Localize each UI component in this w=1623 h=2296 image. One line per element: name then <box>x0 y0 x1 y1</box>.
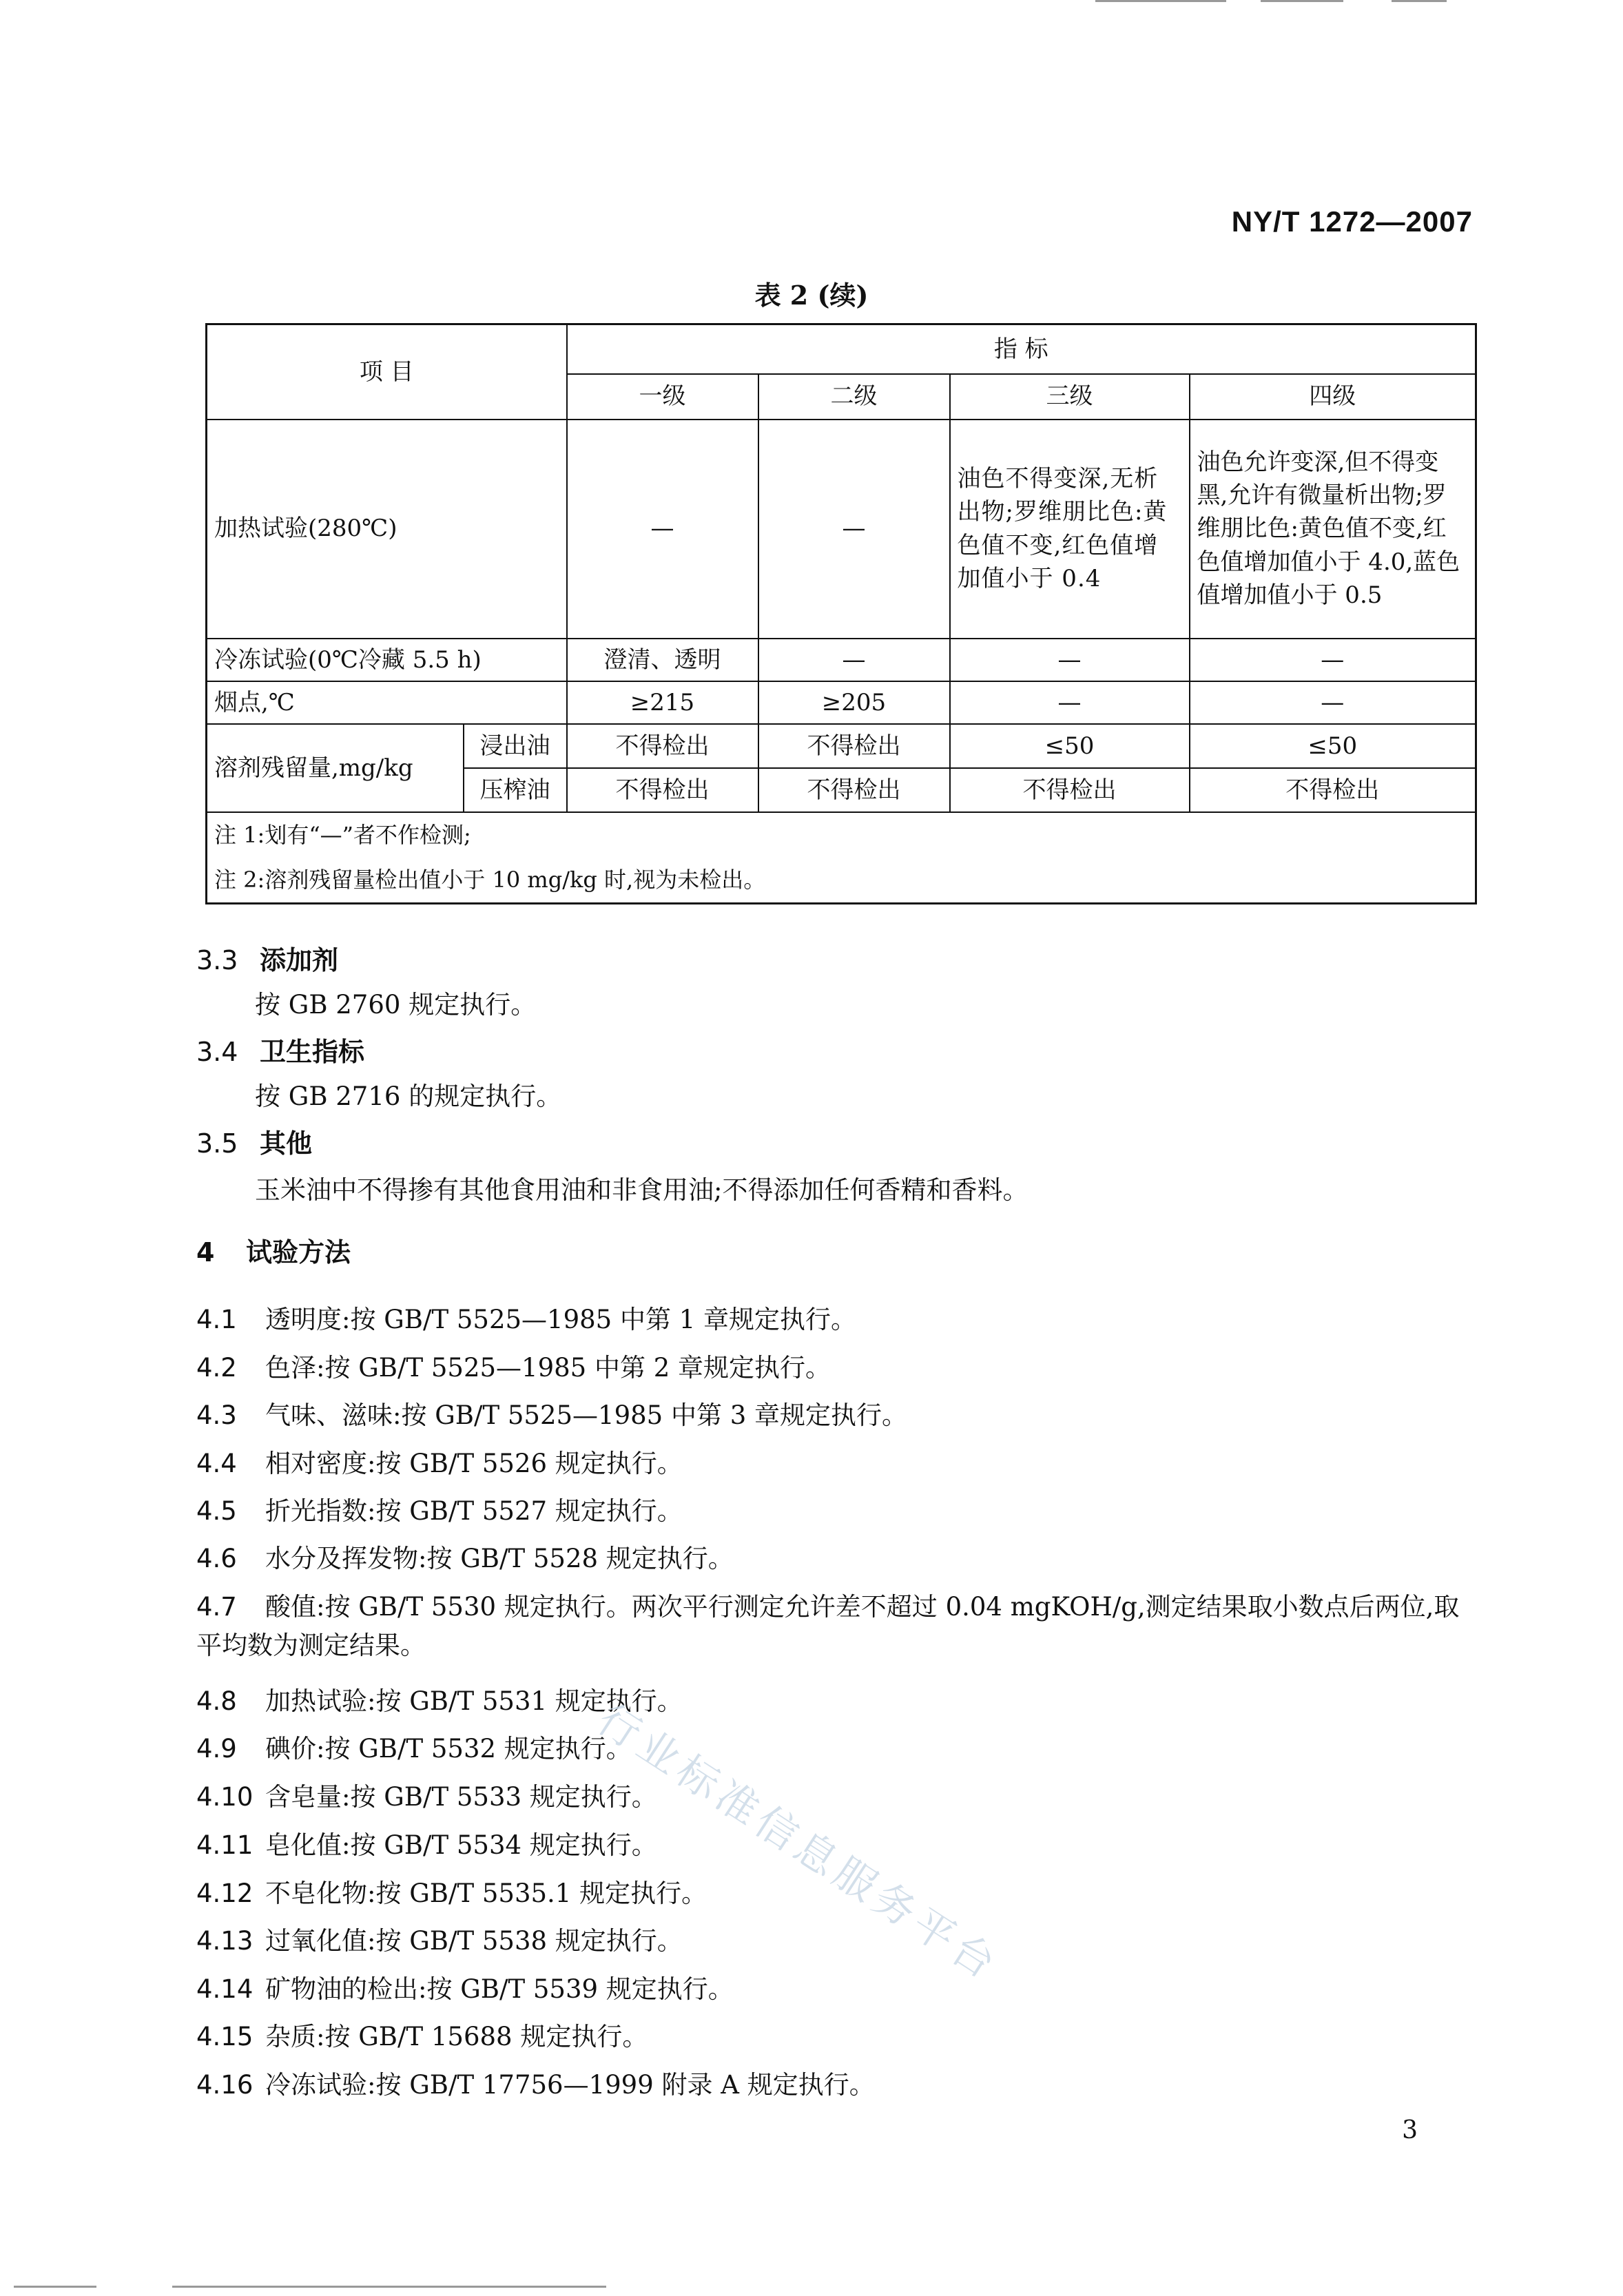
method-item <box>196 1301 1478 1339</box>
cell: — <box>758 420 950 639</box>
item-text: 气味、滋味:按 GB/T 5525—1985 中第 3 章规定执行。 <box>265 1400 908 1430</box>
section-number: 3.4 <box>196 1037 238 1067</box>
cell: 澄清、透明 <box>567 639 758 681</box>
section-title: 卫生指标 <box>260 1036 365 1067</box>
item-text: 矿物油的检出:按 GB/T 5539 规定执行。 <box>265 1974 734 2004</box>
spec-table <box>205 323 1477 904</box>
table-row <box>207 420 1476 639</box>
item-text: 冷冻试验:按 GB/T 17756—1999 附录 A 规定执行。 <box>265 2070 875 2100</box>
section-heading <box>196 1122 312 1160</box>
item-number: 4.15 <box>196 2022 254 2051</box>
method-item <box>196 1492 1478 1531</box>
cell: ≤50 <box>950 724 1190 768</box>
method-item <box>196 2018 1478 2056</box>
table-caption: 表 2 (续) <box>754 280 869 311</box>
row-item: 冷冻试验(0℃冷藏 5.5 h) <box>207 639 567 681</box>
chapter-number: 4 <box>196 1237 215 1268</box>
item-number: 4.16 <box>196 2070 254 2100</box>
item-number: 4.13 <box>196 1926 254 1956</box>
item-number: 4.12 <box>196 1879 254 1908</box>
item-number: 4.5 <box>196 1496 237 1526</box>
cell: ≥205 <box>758 681 950 724</box>
section-title: 其他 <box>260 1128 313 1159</box>
cell: ≥215 <box>567 681 758 724</box>
standard-code: NY/T 1272—2007 <box>1231 205 1473 238</box>
item-text: 皂化值:按 GB/T 5534 规定执行。 <box>265 1830 657 1860</box>
item-text: 不皂化物:按 GB/T 5535.1 规定执行。 <box>265 1879 707 1908</box>
scan-edge-rule <box>1095 0 1226 2</box>
scan-edge-rule <box>1261 0 1343 2</box>
table-row <box>207 681 1476 724</box>
item-number: 4.8 <box>196 1686 237 1716</box>
item-number: 4.4 <box>196 1449 237 1478</box>
col-item-header: 项 目 <box>207 324 567 420</box>
scan-edge-rule <box>1392 0 1447 2</box>
item-text: 色泽:按 GB/T 5525—1985 中第 2 章规定执行。 <box>265 1353 831 1383</box>
item-number: 4.3 <box>196 1400 237 1430</box>
method-item <box>196 1778 1478 1817</box>
table-note-row <box>207 812 1476 858</box>
item-text: 含皂量:按 GB/T 5533 规定执行。 <box>265 1782 657 1812</box>
cell: 油色允许变深,但不得变黑,允许有微量析出物;罗维朋比色:黄色值不变,红色值增加值小于 4.0,蓝色值增加值小于 0.5 <box>1190 420 1476 639</box>
chapter-title: 试验方法 <box>246 1237 351 1268</box>
method-item <box>196 1540 1478 1578</box>
table-header-row <box>207 324 1476 374</box>
sub-item: 压榨油 <box>464 768 567 812</box>
item-text: 相对密度:按 GB/T 5526 规定执行。 <box>265 1449 683 1478</box>
table-note: 注 2:溶剂残留量检出值小于 10 mg/kg 时,视为未检出。 <box>207 858 1476 903</box>
item-number: 4.10 <box>196 1782 254 1812</box>
method-item <box>196 1970 1478 2009</box>
method-item <box>196 1588 1478 1664</box>
cell: — <box>950 681 1190 724</box>
sub-item: 浸出油 <box>464 724 567 768</box>
item-number: 4.11 <box>196 1830 254 1860</box>
method-item <box>196 1445 1478 1483</box>
table-row <box>207 639 1476 681</box>
watermark: 行业标准信息服务平台 <box>588 1695 1009 1991</box>
method-item <box>196 1682 1478 1721</box>
item-text: 水分及挥发物:按 GB/T 5528 规定执行。 <box>265 1544 734 1573</box>
cell: — <box>1190 681 1476 724</box>
item-text: 过氧化值:按 GB/T 5538 规定执行。 <box>265 1926 683 1956</box>
cell: — <box>1190 639 1476 681</box>
method-item <box>196 1396 1478 1435</box>
item-number: 4.2 <box>196 1353 237 1383</box>
section-number: 3.5 <box>196 1128 238 1159</box>
cell: — <box>567 420 758 639</box>
row-item: 烟点,℃ <box>207 681 567 724</box>
scan-edge-rule <box>172 2286 606 2288</box>
item-number: 4.7 <box>196 1592 237 1622</box>
item-text: 加热试验:按 GB/T 5531 规定执行。 <box>265 1686 683 1716</box>
grade-header: 三级 <box>950 374 1190 420</box>
section-heading <box>196 1031 364 1068</box>
item-number: 4.6 <box>196 1544 237 1573</box>
section-title: 添加剂 <box>260 944 339 975</box>
item-text: 折光指数:按 GB/T 5527 规定执行。 <box>265 1496 683 1526</box>
col-index-header: 指 标 <box>567 324 1476 374</box>
cell: ≤50 <box>1190 724 1476 768</box>
grade-header: 二级 <box>758 374 950 420</box>
row-item: 加热试验(280℃) <box>207 420 567 639</box>
item-number: 4.1 <box>196 1305 237 1334</box>
cell: 不得检出 <box>567 768 758 812</box>
section-text: 按 GB 2716 的规定执行。 <box>255 1082 562 1111</box>
cell: 油色不得变深,无析出物;罗维朋比色:黄色值不变,红色值增加值小于 0.4 <box>950 420 1190 639</box>
item-text: 透明度:按 GB/T 5525—1985 中第 1 章规定执行。 <box>265 1305 857 1334</box>
grade-header: 一级 <box>567 374 758 420</box>
method-item <box>196 1730 1478 1768</box>
cell: — <box>758 639 950 681</box>
cell: 不得检出 <box>1190 768 1476 812</box>
method-item <box>196 1922 1478 1961</box>
item-text: 碘价:按 GB/T 5532 规定执行。 <box>265 1734 632 1764</box>
cell: 不得检出 <box>758 768 950 812</box>
cell: 不得检出 <box>950 768 1190 812</box>
item-text: 酸值:按 GB/T 5530 规定执行。两次平行测定允许差不超过 0.04 mgKOH/g,测定结果取小数点后两位,取平均数为测定结果。 <box>196 1592 1460 1660</box>
section-number: 3.3 <box>196 945 238 975</box>
item-number: 4.14 <box>196 1974 254 2004</box>
table-row <box>207 724 1476 768</box>
section-text: 按 GB 2760 规定执行。 <box>255 990 537 1020</box>
table-note-row <box>207 858 1476 903</box>
section-heading <box>196 939 338 977</box>
section-text: 玉米油中不得掺有其他食用油和非食用油;不得添加任何香精和香料。 <box>255 1175 1028 1205</box>
method-item <box>196 2066 1478 2104</box>
cell: 不得检出 <box>567 724 758 768</box>
page-number: 3 <box>1402 2116 1418 2144</box>
scan-edge-rule <box>14 2286 96 2288</box>
cell: — <box>950 639 1190 681</box>
grade-header: 四级 <box>1190 374 1476 420</box>
chapter-heading <box>196 1231 351 1269</box>
method-item <box>196 1349 1478 1387</box>
cell: 不得检出 <box>758 724 950 768</box>
row-item: 溶剂残留量,mg/kg <box>207 724 464 812</box>
table-note: 注 1:划有“—”者不作检测; <box>207 812 1476 858</box>
item-number: 4.9 <box>196 1734 237 1764</box>
item-text: 杂质:按 GB/T 15688 规定执行。 <box>265 2022 648 2051</box>
